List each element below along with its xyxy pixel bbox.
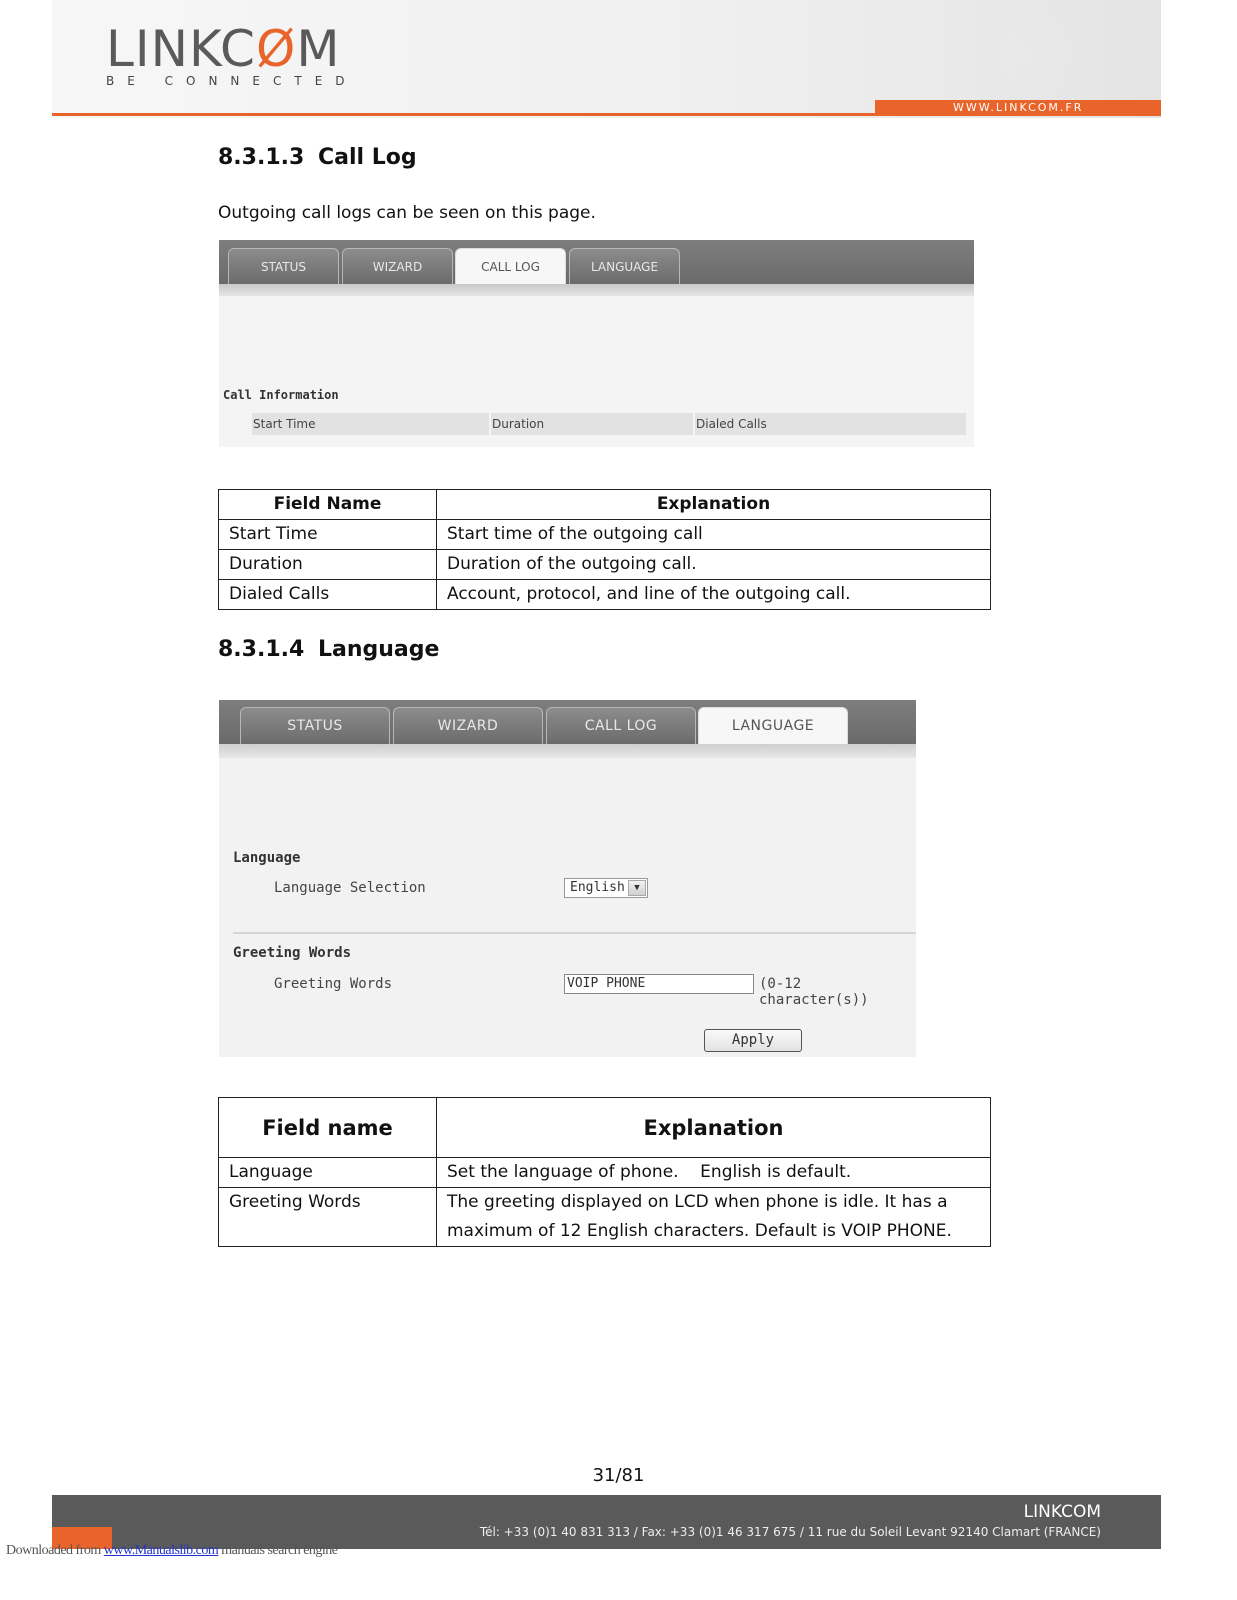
greeting-heading: Greeting Words bbox=[233, 945, 352, 961]
column-start-time: Start Time bbox=[253, 417, 316, 431]
tab-status[interactable]: STATUS bbox=[240, 707, 390, 744]
table-row bbox=[219, 1158, 991, 1188]
explanation-cell: Duration of the outgoing call. bbox=[437, 550, 991, 580]
tab-status[interactable]: STATUS bbox=[228, 248, 339, 284]
greeting-words-input[interactable]: VOIP PHONE bbox=[564, 974, 754, 994]
call-information-label: Call Information bbox=[223, 388, 339, 402]
nav-strip bbox=[219, 284, 974, 296]
table-row bbox=[219, 1188, 991, 1247]
field-name-cell: Dialed Calls bbox=[219, 580, 437, 610]
table-row bbox=[219, 550, 991, 580]
header-field-name: Field Name bbox=[219, 490, 437, 520]
explanation-cell: Start time of the outgoing call bbox=[437, 520, 991, 550]
section-divider bbox=[233, 932, 916, 934]
tab-call-log[interactable]: CALL LOG bbox=[455, 248, 566, 284]
tab-language[interactable]: LANGUAGE bbox=[569, 248, 680, 284]
header-watermark bbox=[951, 10, 1091, 100]
field-name-cell: Language bbox=[219, 1158, 437, 1188]
table-row bbox=[219, 580, 991, 610]
language-selection-label: Language Selection bbox=[274, 880, 426, 896]
page-footer bbox=[52, 1495, 1161, 1549]
call-log-screenshot bbox=[219, 240, 974, 447]
heading-language: 8.3.1.4 Language bbox=[218, 637, 440, 662]
explanation-cell: Set the language of phone. English is default. bbox=[437, 1158, 991, 1188]
heading-call-log: 8.3.1.3 Call Log bbox=[218, 145, 417, 170]
language-select-value: English bbox=[570, 880, 625, 895]
header-field-name: Field name bbox=[219, 1098, 437, 1158]
call-log-field-table bbox=[218, 489, 991, 610]
language-nav bbox=[219, 700, 916, 744]
manualslib-link[interactable]: www.Manualslib.com bbox=[103, 1543, 219, 1558]
language-screenshot bbox=[219, 700, 916, 1057]
tab-call-log[interactable]: CALL LOG bbox=[546, 707, 696, 744]
column-separator bbox=[489, 413, 491, 435]
field-name-cell: Start Time bbox=[219, 520, 437, 550]
tab-wizard[interactable]: WIZARD bbox=[342, 248, 453, 284]
explanation-cell: The greeting displayed on LCD when phone is idle. It has a maximum of 12 English characters. Default is VOIP PHONE. bbox=[437, 1188, 991, 1247]
footer-brand: LINKCOM bbox=[1023, 1502, 1101, 1522]
tab-language[interactable]: LANGUAGE bbox=[698, 707, 848, 744]
header-explanation: Explanation bbox=[437, 1098, 991, 1158]
call-log-intro: Outgoing call logs can be seen on this page. bbox=[218, 203, 596, 223]
field-name-cell: Duration bbox=[219, 550, 437, 580]
greeting-words-label: Greeting Words bbox=[274, 976, 393, 992]
logo-wordmark: LINKCØM bbox=[106, 20, 341, 78]
nav-strip bbox=[219, 744, 916, 758]
explanation-cell: Account, protocol, and line of the outgoing call. bbox=[437, 580, 991, 610]
table-row bbox=[219, 520, 991, 550]
header-explanation: Explanation bbox=[437, 490, 991, 520]
apply-button[interactable]: Apply bbox=[704, 1029, 802, 1052]
downloaded-from-note: Downloaded from www.Manualslib.com manuals search engine bbox=[6, 1543, 338, 1558]
column-duration: Duration bbox=[492, 417, 545, 431]
header-url: WWW.LINKCOM.FR bbox=[875, 100, 1161, 116]
logo-tagline: BE CONNECTED bbox=[106, 74, 358, 88]
language-heading: Language bbox=[233, 850, 301, 866]
language-field-table bbox=[218, 1097, 991, 1247]
call-log-header-row bbox=[252, 413, 966, 435]
call-log-nav bbox=[219, 240, 974, 284]
footer-address: Tél: +33 (0)1 40 831 313 / Fax: +33 (0)1 46 317 675 / 11 rue du Soleil Levant 92140 Clamart (FRANCE) bbox=[479, 1525, 1101, 1539]
table-header-row bbox=[219, 1098, 991, 1158]
table-header-row bbox=[219, 490, 991, 520]
field-name-cell: Greeting Words bbox=[219, 1188, 437, 1247]
linkcom-logo bbox=[106, 22, 358, 88]
page-number: 31/81 bbox=[592, 1465, 645, 1486]
page-header bbox=[52, 0, 1161, 118]
language-select[interactable] bbox=[564, 878, 648, 898]
chevron-down-icon[interactable]: ▼ bbox=[628, 880, 646, 896]
column-separator bbox=[693, 413, 695, 435]
greeting-words-hint: (0-12 character(s)) bbox=[759, 976, 869, 1008]
column-dialed-calls: Dialed Calls bbox=[696, 417, 767, 431]
tab-wizard[interactable]: WIZARD bbox=[393, 707, 543, 744]
